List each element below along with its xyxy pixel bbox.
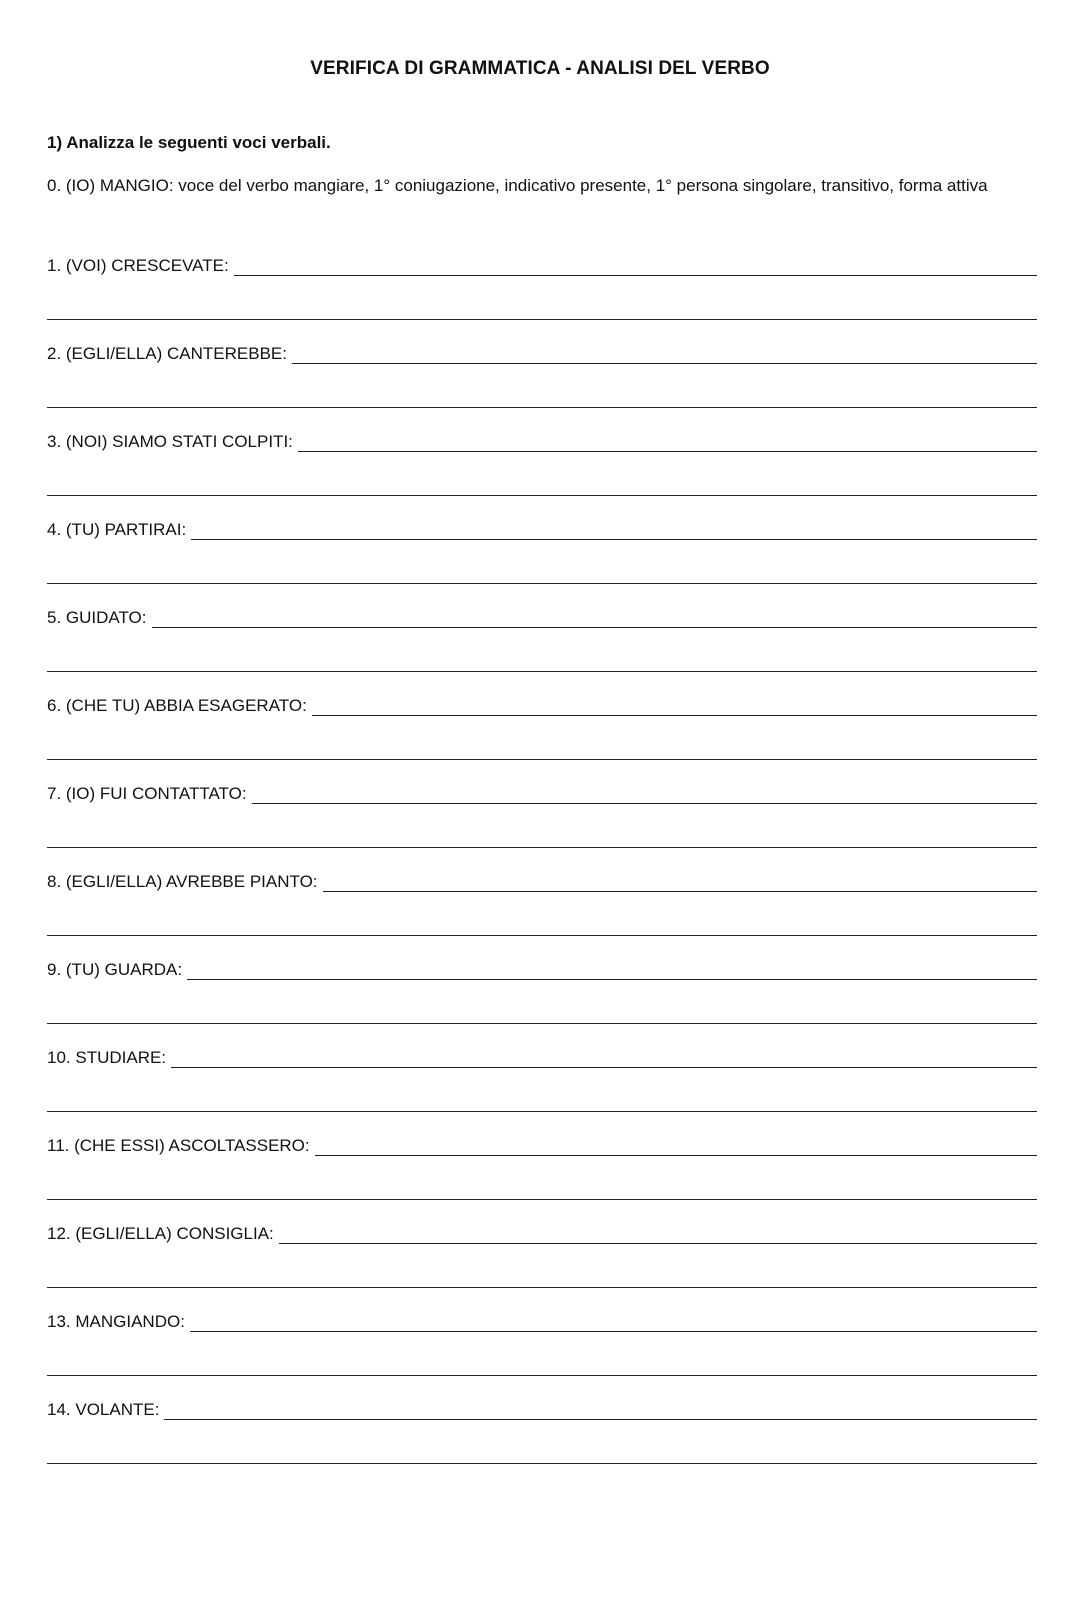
answer-blank-line[interactable] [47,847,1037,848]
exercise-item [47,868,1037,956]
page-title: VERIFICA DI GRAMMATICA - ANALISI DEL VERBO [310,58,770,79]
answer-blank-line[interactable] [47,1287,1037,1288]
exercise-item [47,428,1037,516]
exercise-label: 12. (EGLI/ELLA) CONSIGLIA: [47,1224,274,1243]
exercise-label: 5. GUIDATO: [47,608,147,627]
answer-blank[interactable] [187,959,1037,980]
exercise-list [47,252,1037,1484]
exercise-item [47,692,1037,780]
exercise-label: 14. VOLANTE: [47,1400,160,1419]
answer-blank-line[interactable] [47,319,1037,320]
answer-blank[interactable] [252,783,1037,804]
answer-blank-line[interactable] [47,1023,1037,1024]
exercise-item [47,1220,1037,1308]
answer-blank-line[interactable] [47,671,1037,672]
answer-blank-line[interactable] [47,1463,1037,1464]
exercise-item [47,1044,1037,1132]
exercise-label: 11. (CHE ESSI) ASCOLTASSERO: [47,1136,310,1155]
exercise-label: 10. STUDIARE: [47,1048,167,1067]
answer-blank[interactable] [234,255,1037,276]
exercise-item [47,604,1037,692]
exercise-label: 6. (CHE TU) ABBIA ESAGERATO: [47,696,307,715]
section-heading: 1) Analizza le seguenti voci verbali. [47,133,331,152]
exercise-item [47,1396,1037,1484]
exercise-item [47,780,1037,868]
answer-blank-line[interactable] [47,759,1037,760]
exercise-label: 8. (EGLI/ELLA) AVREBBE PIANTO: [47,872,318,891]
exercise-label: 7. (IO) FUI CONTATTATO: [47,784,247,803]
exercise-item [47,516,1037,604]
answer-blank-line[interactable] [47,1111,1037,1112]
exercise-label: 2. (EGLI/ELLA) CANTEREBBE: [47,344,287,363]
exercise-label: 9. (TU) GUARDA: [47,960,183,979]
answer-blank-line[interactable] [47,1199,1037,1200]
exercise-item [47,252,1037,340]
answer-blank[interactable] [279,1223,1037,1244]
answer-blank-line[interactable] [47,583,1037,584]
answer-blank[interactable] [152,607,1037,628]
exercise-item [47,1132,1037,1220]
answer-blank-line[interactable] [47,407,1037,408]
exercise-label: 4. (TU) PARTIRAI: [47,520,187,539]
answer-blank[interactable] [315,1135,1037,1156]
exercise-item [47,340,1037,428]
exercise-label: 3. (NOI) SIAMO STATI COLPITI: [47,432,293,451]
answer-blank-line[interactable] [47,935,1037,936]
answer-blank[interactable] [191,519,1037,540]
answer-blank[interactable] [171,1047,1037,1068]
exercise-label: 1. (VOI) CRESCEVATE: [47,256,229,275]
answer-blank[interactable] [292,343,1037,364]
answer-blank[interactable] [323,871,1037,892]
exercise-label: 13. MANGIANDO: [47,1312,185,1331]
answer-blank-line[interactable] [47,495,1037,496]
answer-blank[interactable] [298,431,1037,452]
exercise-item [47,1308,1037,1396]
answer-blank-line[interactable] [47,1375,1037,1376]
answer-blank[interactable] [312,695,1037,716]
exercise-item [47,956,1037,1044]
answer-blank[interactable] [164,1399,1037,1420]
example-answer: 0. (IO) MANGIO: voce del verbo mangiare, 1° coniugazione, indicativo presente, 1° persona singolare, transitivo, forma attiva [47,176,988,195]
answer-blank[interactable] [190,1311,1037,1332]
